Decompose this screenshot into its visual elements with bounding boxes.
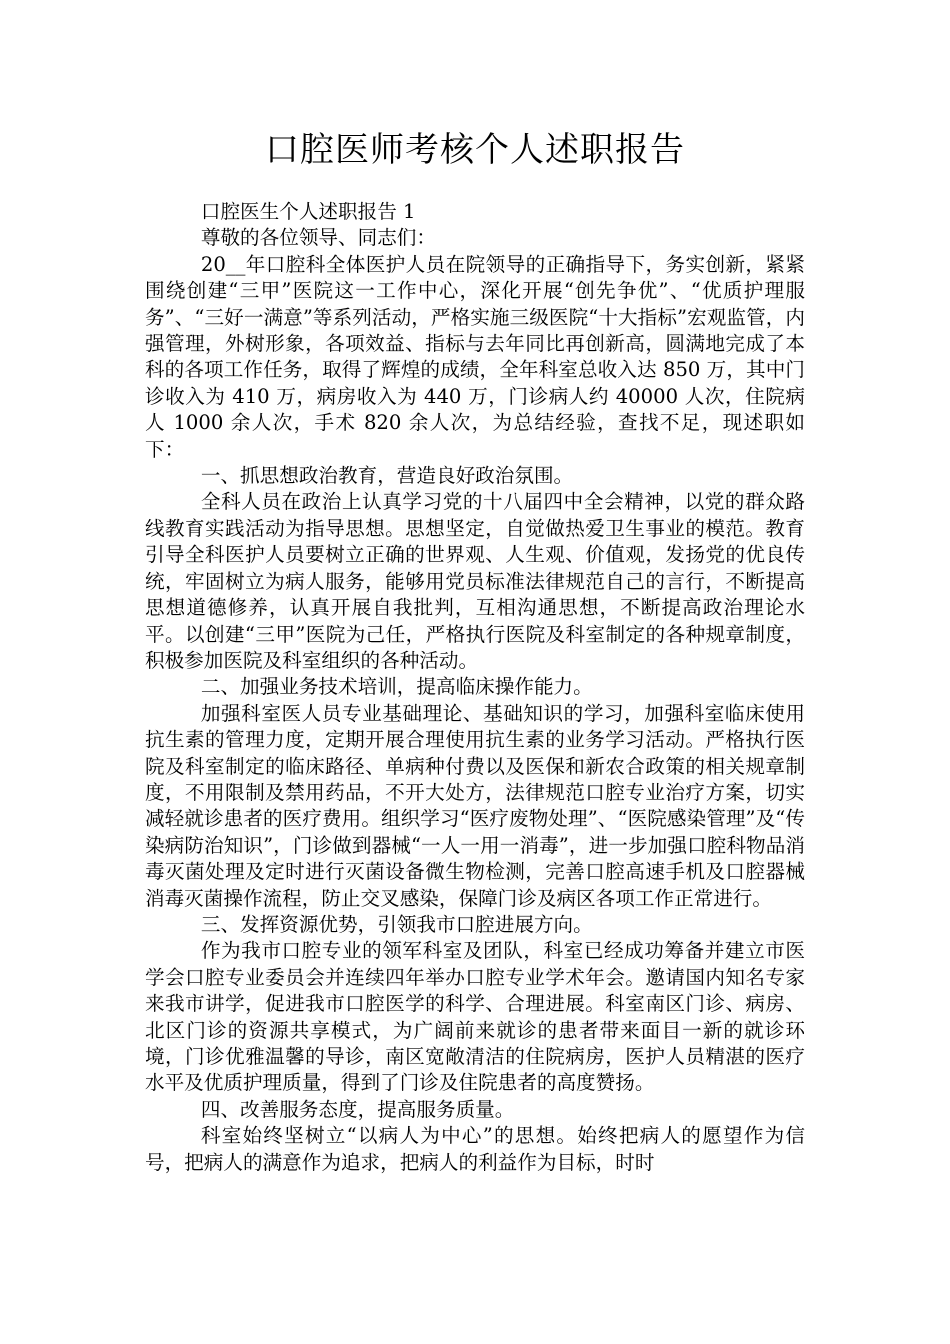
section-paragraph-2: 加强科室医人员专业基础理论、基础知识的学习，加强科室临床使用抗生素的管理力度，定期开展合理使用抗生素的业务学习活动。严格执行医院及科室制定的临床路径、单病种付费以及医保和新农合政策的相关规章制度，不用限制及禁用药品，不开大处方，法律规范口腔专业治疗方案，切实减轻就诊患者的医疗费用。组织学习“医疗废物处理”、“医院感染管理”及“传染病防治知识”，门诊做到器械“一人一用一消毒”，进一步加强口腔科物品消毒灭菌处理及定时进行灭菌设备微生物检测，完善口腔高速手机及口腔器械消毒灭菌操作流程，防止交叉感染，保障门诊及病区各项工作正常进行。 — [145, 701, 805, 910]
section-heading-1: 一、抓思想政治教育，营造良好政治氛围。 — [200, 464, 574, 488]
document-body — [145, 199, 805, 1176]
intro-paragraph: 20__年口腔科全体医护人员在院领导的正确指导下，务实创新，紧紧围绕创建“三甲”医院这一工作中心，深化开展“创先争优”、“优质护理服务”、“三好一满意”等系列活动，严格实施三级医院“十大指标”宏观监管，内强管理，外树形象，各项效益、指标与去年同比再创新高，圆满地完成了本科的各项工作任务，取得了辉煌的成绩，全年科室总收入达 850 万，其中门诊收入为 410 万，病房收入为 440 万，门诊病人约 40000 人次，住院病人 1000 余人次，手术 820 余人次，为总结经验，查找不足，现述职如下： — [145, 252, 805, 461]
report-subtitle: 口腔医生个人述职报告 1 — [200, 200, 416, 223]
section-paragraph-3: 作为我市口腔专业的领军科室及团队，科室已经成功筹备并建立市医学会口腔专业委员会并连续四年举办口腔专业学术年会。邀请国内知名专家来我市讲学，促进我市口腔医学的科学、合理进展。科室南区门诊、病房、北区门诊的资源共享模式，为广阔前来就诊的患者带来面目一新的就诊环境，门诊优雅温馨的导诊，南区宽敞清洁的住院病房，医护人员精湛的医疗水平及优质护理质量，得到了门诊及住院患者的高度赞扬。 — [145, 939, 805, 1095]
section-paragraph-1: 全科人员在政治上认真学习党的十八届四中全会精神，以党的群众路线教育实践活动为指导思想。思想坚定，自觉做热爱卫生事业的模范。教育引导全科医护人员要树立正确的世界观、人生观、价值观，发扬党的优良传统，牢固树立为病人服务，能够用党员标准法律规范自己的言行，不断提高思想道德修养，认真开展自我批判，互相沟通思想，不断提高政治理论水平。以创建“三甲”医院为己任，严格执行医院及科室制定的各种规章制度，积极参加医院及科室组织的各种活动。 — [145, 490, 805, 672]
section-paragraph-4: 科室始终坚树立“以病人为中心”的思想。始终把病人的愿望作为信号，把病人的满意作为追求，把病人的利益作为目标，时时 — [145, 1124, 805, 1174]
section-heading-2: 二、加强业务技术培训，提高临床操作能力。 — [200, 675, 593, 699]
salutation: 尊敬的各位领导、同志们： — [200, 226, 436, 250]
section-heading-3: 三、发挥资源优势，引领我市口腔进展方向。 — [200, 912, 593, 936]
section-heading-4: 四、改善服务态度，提高服务质量。 — [200, 1097, 515, 1121]
document-title: 口腔医师考核个人述职报告 — [265, 130, 685, 170]
